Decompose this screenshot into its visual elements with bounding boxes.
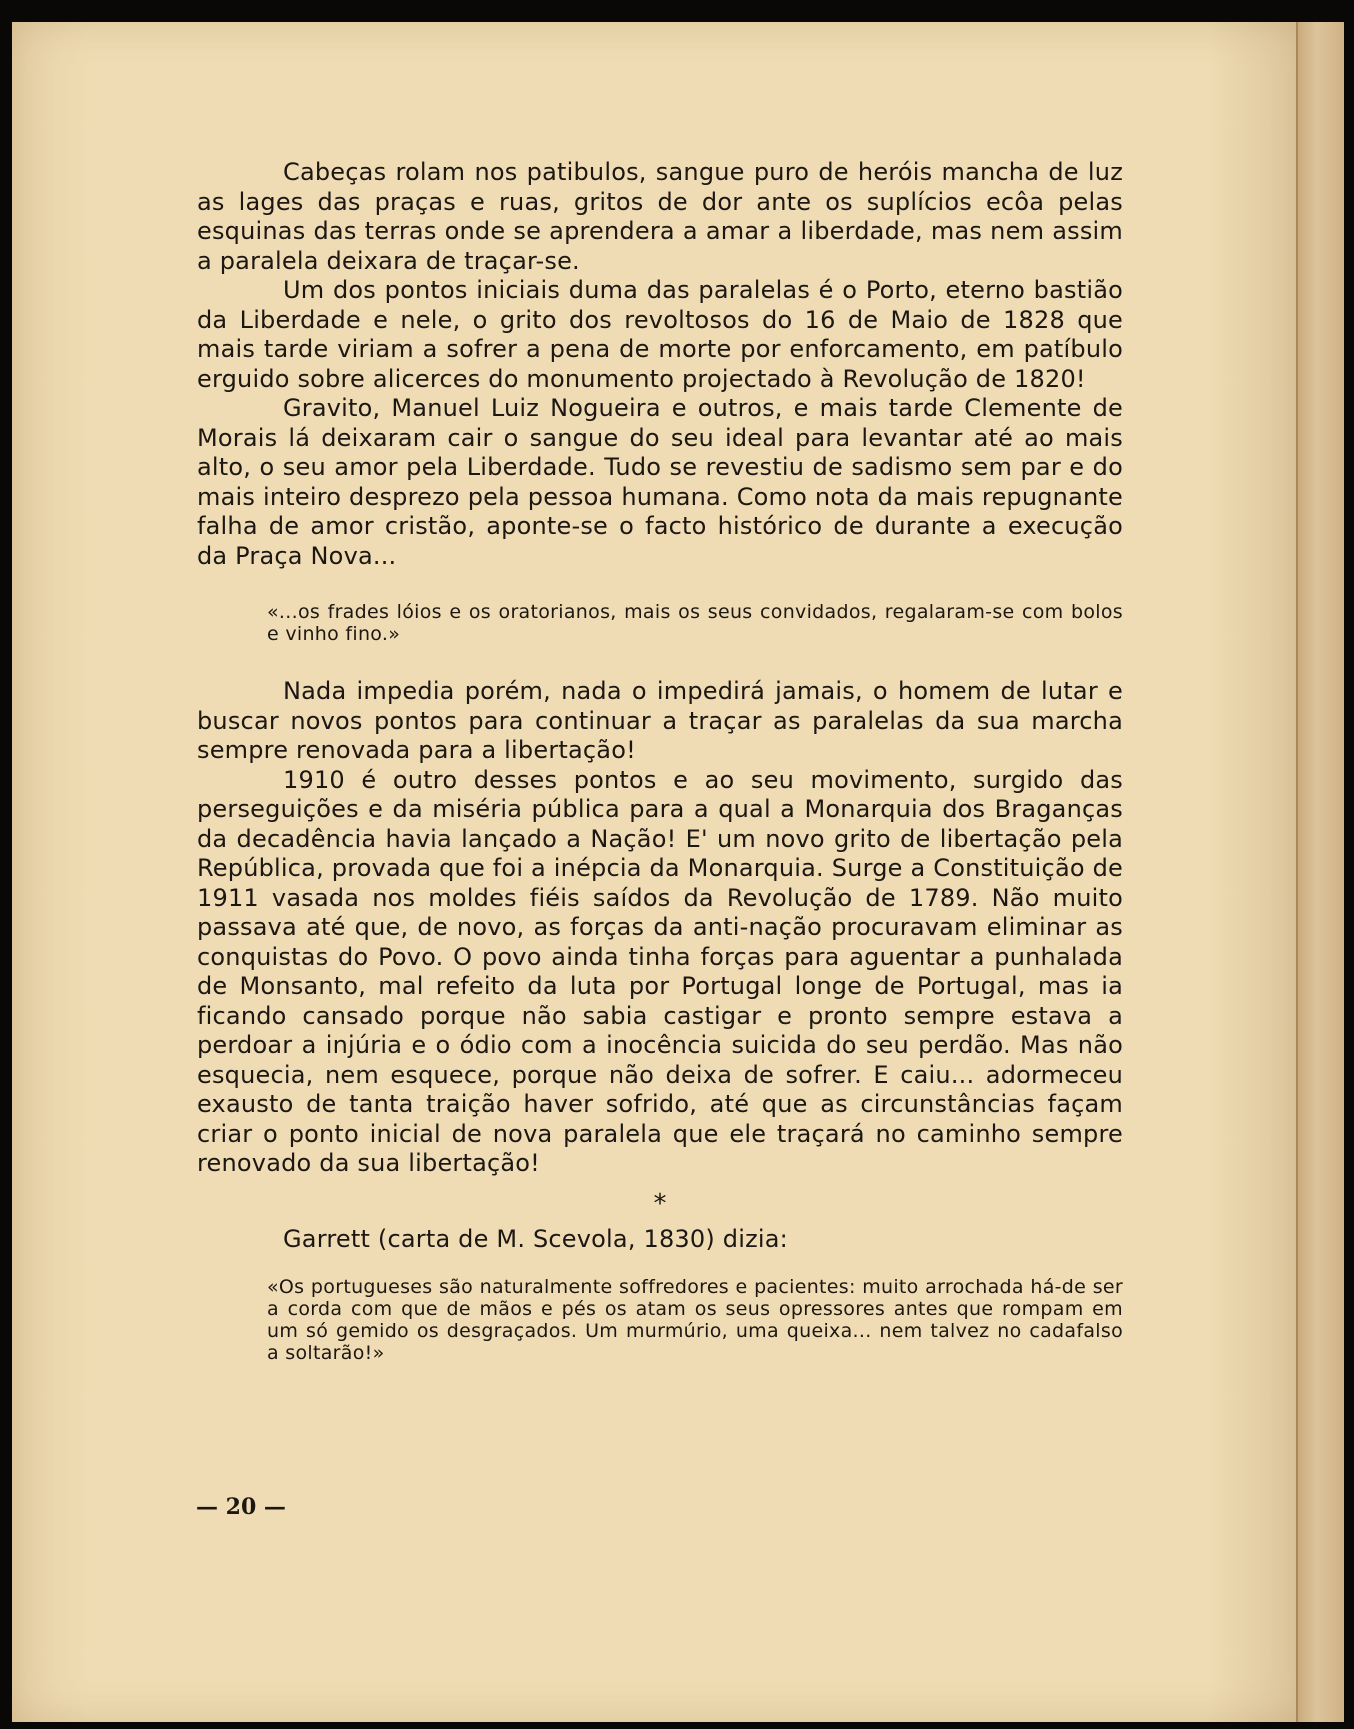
page-body bbox=[197, 158, 1123, 1364]
paragraph-1: Cabeças rolam nos patibulos, sangue puro de heróis mancha de luz as lages das praças e ruas, gritos de dor ante os suplícios ecôa pelas esquinas das terras onde se aprendera a amar a liberdade, mas nem assim a paralela deixara de traçar-se. bbox=[197, 158, 1123, 275]
garrett-intro: Garrett (carta de M. Scevola, 1830) dizia: bbox=[283, 1224, 788, 1253]
paragraph-5: 1910 é outro desses pontos e ao seu movimento, surgido das perseguições e da miséria pública para a qual a Monarquia dos Braganças da decadência havia lançado a Nação! E' um novo grito de libertação pela República, provada que foi a inépcia da Monarquia. Surge a Constituição de 1911 vasada nos moldes fiéis saídos da Revolução de 1789. Não muito passava até que, de novo, as forças da anti-nação procuravam eliminar as conquistas do Povo. O povo ainda tinha forças para aguentar a punhalada de Monsanto, mal refeito da luta por Portugal longe de Portugal, mas ia ficando cansado porque não sabia castigar e pronto sempre estava a perdoar a injúria e o ódio com a inocência suicida do seu perdão. Mas não esquecia, nem esquece, porque não deixa de sofrer. E caiu... adormeceu exausto de tanta traição haver sofrido, até que as circunstâncias façam criar o ponto inicial de nova paralela que ele traçará no caminho sempre renovado da sua libertação! bbox=[197, 765, 1123, 1177]
paragraph-4: Nada impedia porém, nada o impedirá jamais, o homem de lutar e buscar novos pontos para continuar a traçar as paralelas da sua marcha sempre renovada para a libertação! bbox=[197, 677, 1123, 764]
next-page-edge bbox=[1296, 22, 1344, 1722]
page-number: — 20 — bbox=[196, 1494, 286, 1520]
paragraph-3: Gravito, Manuel Luiz Nogueira e outros, e mais tarde Clemente de Morais lá deixaram cair o sangue do seu ideal para levantar até ao mais alto, o seu amor pela Liberdade. Tudo se revestiu de sadismo sem par e do mais inteiro desprezo pela pessoa humana. Como nota da mais repugnante falha de amor cristão, aponte-se o facto histórico de durante a execução da Praça Nova... bbox=[197, 394, 1123, 570]
block-quote-frades: «...os frades lóios e os oratorianos, mais os seus convidados, regalaram-se com bolos e vinho fino.» bbox=[267, 601, 1123, 645]
block-quote-garrett: «Os portugueses são naturalmente soffredores e pacientes: muito arrochada há-de ser a corda com que de mãos e pés os atam os seus opressores antes que rompam em um só gemido os desgraçados. Um murmúrio, uma queixa... nem talvez no cadafalso a soltarão!» bbox=[267, 1276, 1123, 1364]
paragraph-2: Um dos pontos iniciais duma das paralelas é o Porto, eterno bastião da Liberdade e nele, o grito dos revoltosos do 16 de Maio de 1828 que mais tarde viriam a sofrer a pena de morte por enforcamento, em patíbulo erguido sobre alicerces do monumento projectado à Revolução de 1820! bbox=[197, 276, 1123, 393]
section-separator: * bbox=[653, 1188, 667, 1219]
